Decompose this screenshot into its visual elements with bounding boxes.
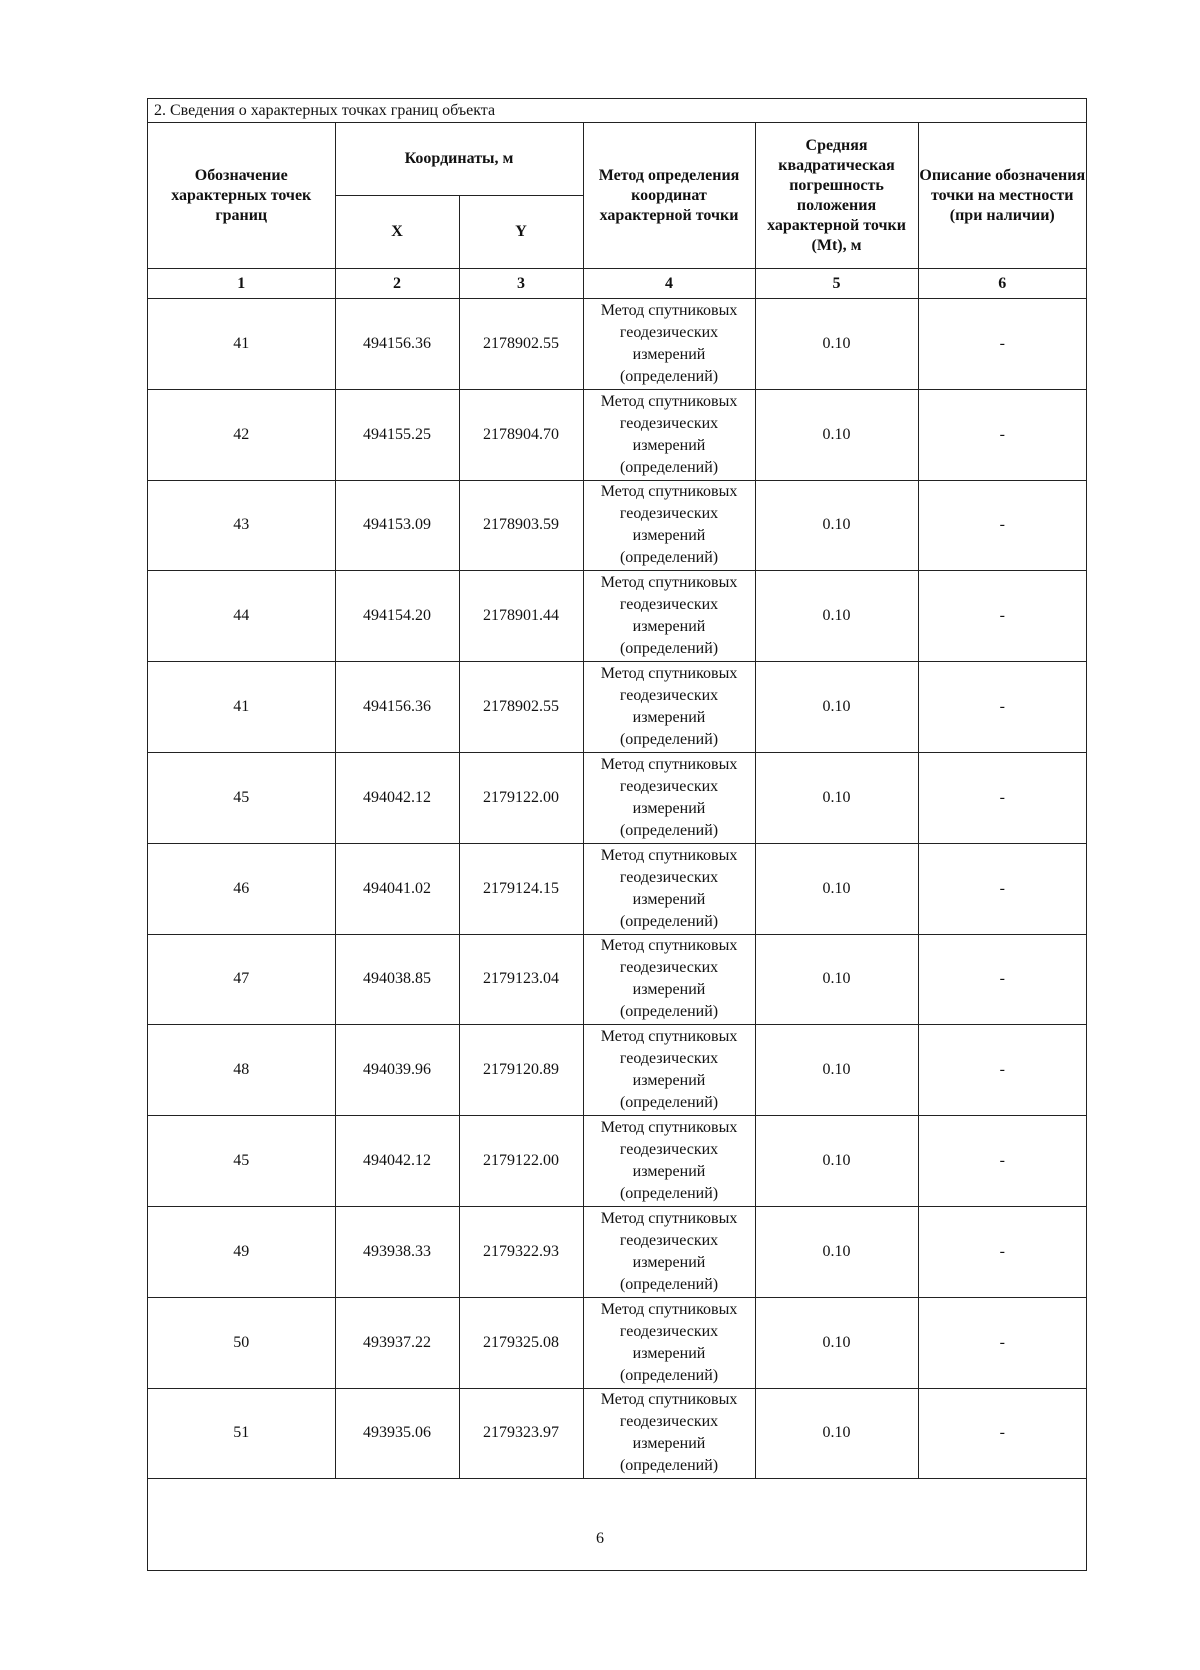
cell-y: 2179323.97 <box>459 1388 583 1479</box>
cell-y: 2179122.00 <box>459 752 583 843</box>
cell-point: 50 <box>148 1297 335 1388</box>
table-row <box>148 934 1086 1025</box>
cell-description: - <box>918 843 1086 934</box>
cell-x: 494154.20 <box>335 571 459 662</box>
cell-y: 2179123.04 <box>459 934 583 1025</box>
cell-point: 41 <box>148 662 335 753</box>
cell-y: 2178901.44 <box>459 571 583 662</box>
column-number: 5 <box>755 269 918 299</box>
table-row <box>148 843 1086 934</box>
cell-mt: 0.10 <box>755 843 918 934</box>
cell-description: - <box>918 571 1086 662</box>
table-row <box>148 1025 1086 1116</box>
cell-description: - <box>918 1116 1086 1207</box>
cell-x: 493938.33 <box>335 1206 459 1297</box>
header-x: X <box>335 196 459 269</box>
table-tail-row <box>148 1479 1086 1570</box>
header-point-designation: Обозначение характерных точек границ <box>148 123 335 269</box>
header-mean-error: Средняя квадратическая погрешность положения характерной точки (Mt), м <box>755 123 918 269</box>
column-number: 1 <box>148 269 335 299</box>
cell-x: 494153.09 <box>335 480 459 571</box>
cell-description: - <box>918 1025 1086 1116</box>
table-row <box>148 1297 1086 1388</box>
cell-mt: 0.10 <box>755 571 918 662</box>
cell-point: 43 <box>148 480 335 571</box>
cell-mt: 0.10 <box>755 1297 918 1388</box>
cell-x: 494038.85 <box>335 934 459 1025</box>
table-row <box>148 662 1086 753</box>
boundary-points-sheet <box>147 98 1087 1571</box>
cell-x: 494041.02 <box>335 843 459 934</box>
cell-mt: 0.10 <box>755 752 918 843</box>
column-number: 4 <box>583 269 755 299</box>
cell-mt: 0.10 <box>755 299 918 390</box>
cell-y: 2178903.59 <box>459 480 583 571</box>
cell-method: Метод спутниковых геодезических измерений (определений) <box>583 571 755 662</box>
header-method: Метод определения координат характерной точки <box>583 123 755 269</box>
cell-y: 2178902.55 <box>459 299 583 390</box>
cell-method: Метод спутниковых геодезических измерений (определений) <box>583 1025 755 1116</box>
table-row <box>148 752 1086 843</box>
table-row <box>148 571 1086 662</box>
cell-mt: 0.10 <box>755 389 918 480</box>
cell-method: Метод спутниковых геодезических измерений (определений) <box>583 934 755 1025</box>
cell-y: 2179325.08 <box>459 1297 583 1388</box>
cell-mt: 0.10 <box>755 1116 918 1207</box>
table-row <box>148 480 1086 571</box>
table-row <box>148 1116 1086 1207</box>
header-description: Описание обозначения точки на местности (при наличии) <box>918 123 1086 269</box>
column-number-row <box>148 269 1086 299</box>
cell-description: - <box>918 299 1086 390</box>
cell-mt: 0.10 <box>755 1206 918 1297</box>
cell-mt: 0.10 <box>755 934 918 1025</box>
cell-y: 2179322.93 <box>459 1206 583 1297</box>
boundary-points-table <box>148 123 1086 1570</box>
table-row <box>148 389 1086 480</box>
cell-method: Метод спутниковых геодезических измерений (определений) <box>583 389 755 480</box>
cell-point: 51 <box>148 1388 335 1479</box>
cell-point: 42 <box>148 389 335 480</box>
header-y: Y <box>459 196 583 269</box>
column-number: 2 <box>335 269 459 299</box>
cell-point: 47 <box>148 934 335 1025</box>
cell-point: 49 <box>148 1206 335 1297</box>
cell-x: 494156.36 <box>335 299 459 390</box>
cell-point: 44 <box>148 571 335 662</box>
cell-method: Метод спутниковых геодезических измерений (определений) <box>583 1116 755 1207</box>
cell-description: - <box>918 1297 1086 1388</box>
cell-description: - <box>918 752 1086 843</box>
cell-method: Метод спутниковых геодезических измерений (определений) <box>583 480 755 571</box>
cell-x: 494156.36 <box>335 662 459 753</box>
cell-description: - <box>918 480 1086 571</box>
cell-mt: 0.10 <box>755 662 918 753</box>
cell-x: 494042.12 <box>335 1116 459 1207</box>
table-row <box>148 1388 1086 1479</box>
cell-y: 2179124.15 <box>459 843 583 934</box>
cell-x: 494155.25 <box>335 389 459 480</box>
cell-method: Метод спутниковых геодезических измерений (определений) <box>583 843 755 934</box>
column-number: 3 <box>459 269 583 299</box>
cell-description: - <box>918 389 1086 480</box>
cell-y: 2178904.70 <box>459 389 583 480</box>
cell-mt: 0.10 <box>755 1388 918 1479</box>
cell-method: Метод спутниковых геодезических измерений (определений) <box>583 1206 755 1297</box>
cell-description: - <box>918 1206 1086 1297</box>
cell-method: Метод спутниковых геодезических измерений (определений) <box>583 1388 755 1479</box>
table-row <box>148 299 1086 390</box>
column-number: 6 <box>918 269 1086 299</box>
empty-tail-cell <box>148 1479 1086 1570</box>
header-coordinates: Координаты, м <box>335 123 583 196</box>
cell-point: 48 <box>148 1025 335 1116</box>
cell-y: 2179120.89 <box>459 1025 583 1116</box>
cell-point: 45 <box>148 752 335 843</box>
cell-y: 2179122.00 <box>459 1116 583 1207</box>
cell-method: Метод спутниковых геодезических измерений (определений) <box>583 752 755 843</box>
cell-description: - <box>918 1388 1086 1479</box>
cell-mt: 0.10 <box>755 480 918 571</box>
cell-x: 493935.06 <box>335 1388 459 1479</box>
cell-method: Метод спутниковых геодезических измерений (определений) <box>583 1297 755 1388</box>
cell-x: 494042.12 <box>335 752 459 843</box>
cell-point: 46 <box>148 843 335 934</box>
cell-point: 41 <box>148 299 335 390</box>
page-number: 6 <box>596 1530 604 1547</box>
cell-y: 2178902.55 <box>459 662 583 753</box>
cell-point: 45 <box>148 1116 335 1207</box>
cell-x: 494039.96 <box>335 1025 459 1116</box>
cell-mt: 0.10 <box>755 1025 918 1116</box>
cell-method: Метод спутниковых геодезических измерений (определений) <box>583 299 755 390</box>
cell-description: - <box>918 934 1086 1025</box>
table-row <box>148 1206 1086 1297</box>
section-title: 2. Сведения о характерных точках границ объекта <box>148 99 1086 123</box>
cell-method: Метод спутниковых геодезических измерений (определений) <box>583 662 755 753</box>
cell-x: 493937.22 <box>335 1297 459 1388</box>
cell-description: - <box>918 662 1086 753</box>
